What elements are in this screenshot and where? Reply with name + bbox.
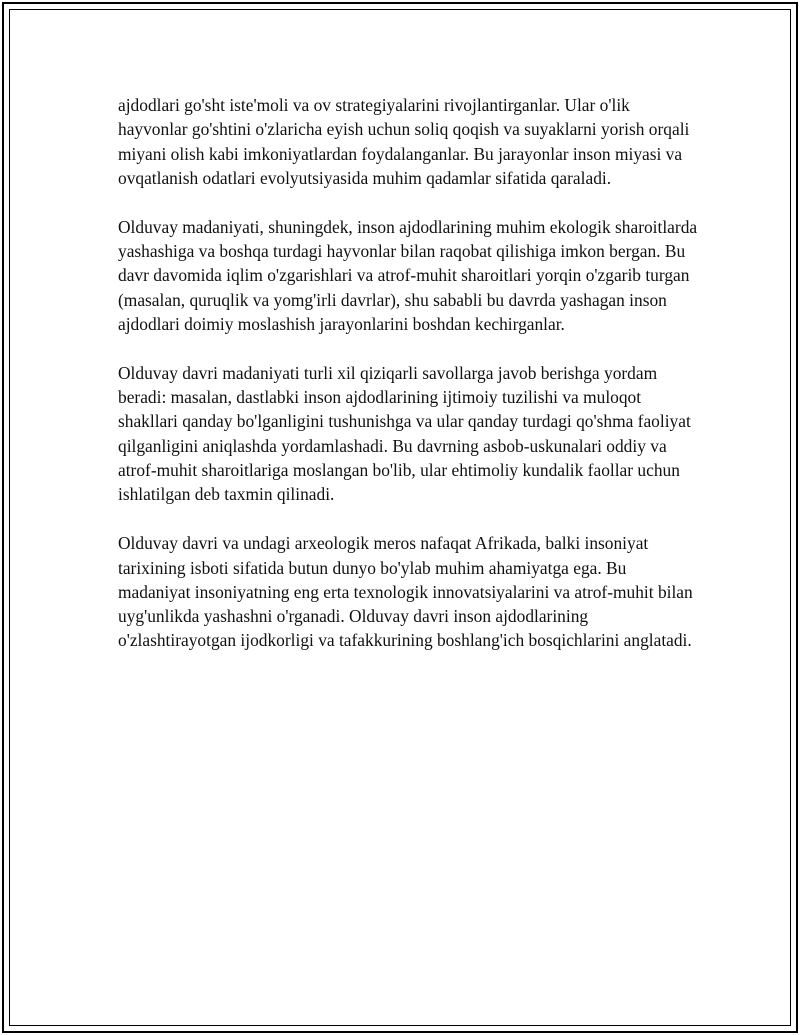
paragraph-3: Olduvay davri madaniyati turli xil qiziqarli savollarga javob berishga yordam beradi: masalan, dastlabki inson ajdodlarining ijtimoiy tuzilishi va muloqot shakllari qanday bo'lganligini tushunishga va ular qanday turdagi qo'shma faoliyat qilganligini aniqlashda yordamlashadi. Bu davrning asbob-uskunalari oddiy va atrof-muhit sharoitlariga moslangan bo'lib, ular ehtimoliy kundalik faollar uchun ishlatilgan deb taxmin qilinadi. bbox=[118, 362, 691, 505]
paragraph-2: Olduvay madaniyati, shuningdek, inson ajdodlarining muhim ekologik sharoitlarda yashashiga va boshqa turdagi hayvonlar bilan raqobat qilishiga imkon bergan. Bu davr davomida iqlim o'zgarishlari va atrof-muhit sharoitlari yorqin o'zgarib turgan (masalan, quruqlik va yomg'irli davrlar), shu sababli bu davrda yashagan inson ajdodlari doimiy moslashish jarayonlarini boshdan kechirganlar. bbox=[118, 216, 698, 334]
paragraph-4: Olduvay davri va undagi arxeologik meros nafaqat Afrikada, balki insoniyat tarixining isboti sifatida butun dunyo bo'ylab muhim ahamiyatga ega. Bu madaniyat insoniyatning eng erta texnologik innovatsiyalarini va atrof-muhit bilan uyg'unlikda yashashni o'rganadi. Olduvay davri inson ajdodlarining o'zlashtirayotgan ijodkorligi va tafakkurining boshlang'ich bosqichlarini anglatadi. bbox=[118, 533, 693, 651]
paragraph-1: ajdodlari go'sht iste'moli va ov strategiyalarini rivojlantirganlar. Ular o'lik hayvonlar go'shtini o'zlaricha eyish uchun soliq qoqish va suyaklarni yorish orqali miyani olish kabi imkoniyatlardan foydalanganlar. Bu jarayonlar inson miyasi va ovqatlanish odatlari evolyutsiyasida muhim qadamlar sifatida qaraladi. bbox=[118, 95, 690, 188]
document-body bbox=[118, 93, 698, 677]
